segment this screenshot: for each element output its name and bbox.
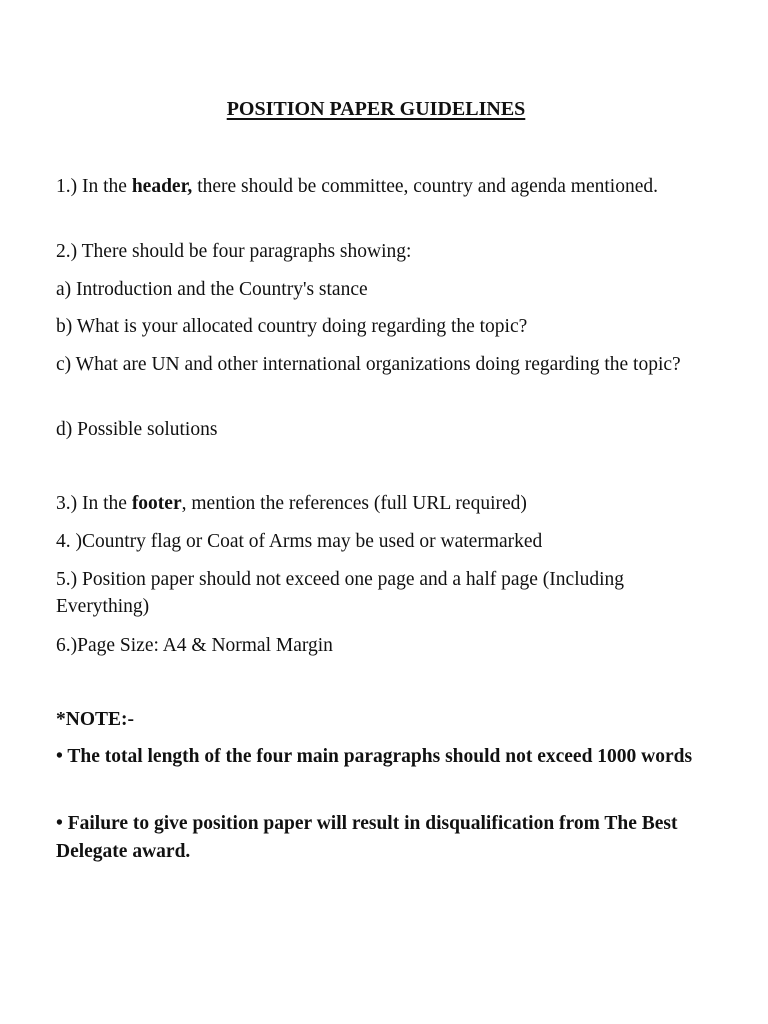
guideline-item-5: 5.) Position paper should not exceed one page and a half page (Including Everything) [56,569,625,617]
guideline-item-3 [56,490,706,517]
item-3-prefix: 3.) In the [56,493,132,514]
item-3-suffix: , mention the references (full URL required) [181,493,527,514]
guideline-item-2c: c) What are UN and other international organizations doing regarding the topic? [56,354,681,375]
guideline-item-2b: b) What is your allocated country doing regarding the topic? [56,316,528,337]
item-1-prefix: 1.) In the [56,176,132,197]
guideline-item-2a: a) Introduction and the Country's stance [56,279,368,300]
item-3-bold-term: footer [131,493,182,514]
guideline-item-2: 2.) There should be four paragraphs showing: [56,241,412,262]
page-title: POSITION PAPER GUIDELINES [226,98,526,120]
item-1-suffix: there should be committee, country and agenda mentioned. [192,176,658,197]
guideline-item-4: 4. )Country flag or Coat of Arms may be used or watermarked [56,531,543,552]
guideline-item-1 [56,173,706,200]
guideline-item-2d: d) Possible solutions [56,419,218,440]
item-1-bold-term: header, [131,176,193,197]
note-bullet-2: • Failure to give position paper will result in disqualification from The Best Delegate award. [56,813,678,862]
note-bullet-1: • The total length of the four main paragraphs should not exceed 1000 words [56,746,693,767]
guideline-item-6: 6.)Page Size: A4 & Normal Margin [56,635,333,656]
note-heading: *NOTE:- [56,709,134,730]
